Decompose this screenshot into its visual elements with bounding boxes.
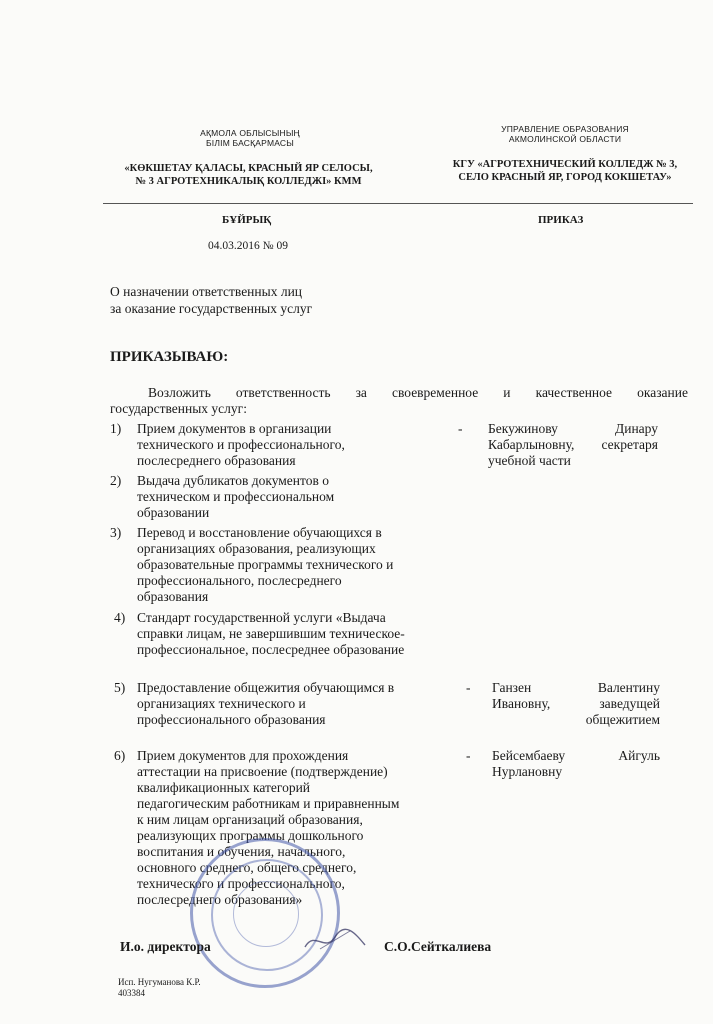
responsible-line: учебной части [488,453,571,468]
item-4 [110,610,460,658]
order-word: ПРИКАЗЫВАЮ: [110,349,229,365]
item-line: образования [137,589,209,604]
item-line: Прием документов для прохождения [137,748,349,763]
item-number: 2) [110,473,122,488]
item-line: справки лицам, не завершившим техническое- [137,626,405,641]
item-line: Выдача дубликатов документов о [137,473,329,488]
signature-mark [300,925,370,955]
kz-college-line1: «КӨКШЕТАУ ҚАЛАСЫ, КРАСНЫЙ ЯР СЕЛОСЫ, [124,163,373,174]
item-number: 3) [110,525,122,540]
item-line: технического и профессионального, [137,876,345,891]
dash: - [466,680,471,695]
item-line: послесреднего образования» [137,892,303,907]
item-line: организациях образования, реализующих [137,541,376,556]
item-line: Предоставление общежития обучающимся в [137,680,395,695]
ru-college-line2: СЕЛО КРАСНЫЙ ЯР, ГОРОД КОКШЕТАУ» [458,172,672,183]
item-line: к ним лицам организаций образования, [137,812,363,827]
responsible-line: Бекужинову Динару [488,421,658,436]
responsible-line: Ивановну, заведущей [492,696,660,711]
item-number: 6) [114,748,126,763]
item-line: технического и профессионального, [137,437,345,452]
responsible-2 [492,680,660,728]
item-line: профессионального, послесреднего [137,573,342,588]
ru-college-line1: КГУ «АГРОТЕХНИЧЕСКИЙ КОЛЛЕДЖ № 3, [452,159,678,170]
executor-phone: 403384 [118,988,145,998]
item-line: основного среднего, общего среднего, [137,860,357,875]
item-line: Стандарт государственной услуги «Выдача [137,610,386,625]
item-line: реализующих программы дошкольного [137,828,364,843]
responsible-1 [488,421,658,469]
item-line: образовательные программы технического и [137,557,394,572]
kz-college-name [106,162,391,188]
header-divider [103,203,693,204]
item-line: воспитания и обучения, начального, [137,844,346,859]
ru-org-name [480,124,650,144]
kz-org-name [150,128,350,148]
item-line: техническом и профессиональном [137,489,335,504]
item-line: образовании [137,505,210,520]
subject-line1: О назначении ответственных лиц [110,284,303,299]
item-3 [110,525,450,605]
item-5 [110,680,450,728]
stamp-emblem [233,881,299,947]
official-stamp [190,838,340,988]
item-line: послесреднего образования [137,453,296,468]
item-1 [110,421,450,469]
item-line: организациях технического и [137,696,306,711]
kz-college-line2: № 3 АГРОТЕХНИКАЛЫҚ КОЛЛЕДЖІ» КММ [135,176,362,187]
date-number: 04.03.2016 № 09 [208,240,288,252]
ru-college-name [430,158,700,184]
item-line: профессиональное, послесреднее образование [137,642,405,657]
responsible-line: общежитием [585,712,660,727]
responsible-line: Нурлановну [492,764,563,779]
ru-org-line2: АКМОЛИНСКОЙ ОБЛАСТИ [508,134,622,144]
item-line: Перевод и восстановление обучающихся в [137,525,382,540]
ru-org-line1: УПРАВЛЕНИЕ ОБРАЗОВАНИЯ [501,124,629,134]
kz-org-line1: АҚМОЛА ОБЛЫСЫНЫҢ [200,128,300,138]
signature-position: И.о. директора [120,939,211,954]
responsible-line: Кабарлыновну, секретаря [488,437,658,452]
subject-line2: за оказание государственных услуг [110,301,313,316]
responsible-line: Ганзен Валентину [492,680,660,695]
item-line: Прием документов в организации [137,421,332,436]
item-line: профессионального образования [137,712,326,727]
intro-line2: государственных услуг: [110,401,247,416]
executor-name: Исп. Нугуманова К.Р. [118,977,201,987]
intro-line1: Возложить ответственность за своевременное и качественное оказание [148,385,688,400]
dash: - [466,748,471,763]
responsible-3 [492,748,660,780]
subject [110,283,312,317]
kz-org-line2: БІЛІМ БАСҚАРМАСЫ [206,138,294,148]
item-line: аттестации на присвоение (подтверждение) [137,764,388,779]
doc-type-kz: БҰЙРЫҚ [222,214,272,226]
item-number: 4) [114,610,126,625]
item-line: педагогическим работникам и приравненным [137,796,400,811]
responsible-line: Бейсембаеву Айгуль [492,748,660,763]
signature-name: С.О.Сейткалиева [384,939,492,954]
doc-type-ru: ПРИКАЗ [538,214,584,226]
item-line: квалификационных категорий [137,780,311,795]
executor-info [118,977,201,999]
item-number: 1) [110,421,122,436]
item-2 [110,473,450,521]
dash: - [458,421,463,436]
item-number: 5) [114,680,126,695]
